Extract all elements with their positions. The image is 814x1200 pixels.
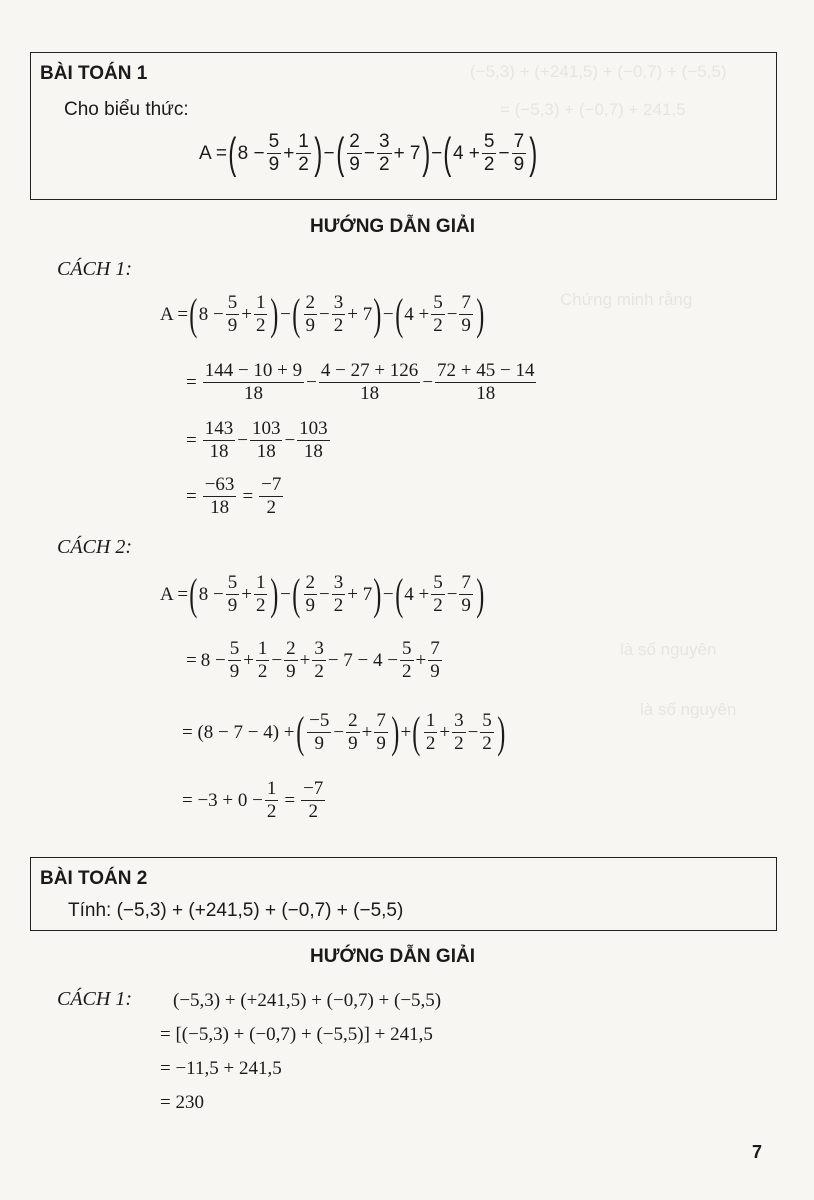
fraction: $\frac{72 + 45 - 14}{18}$ [437,360,535,404]
solution-2-heading: HƯỚNG DẪN GIẢI [310,946,475,967]
fraction: $\frac{7}{9}$ [513,131,525,175]
solution-2-line-3: = −11,5 + 241,5 [160,1058,282,1079]
bleed-through-text: Chứng minh rằng [560,290,693,309]
bleed-through-text: là số nguyên [620,640,717,659]
page-number: 7 [752,1142,763,1162]
problem-1-box [30,52,777,200]
problem-1-prompt: Cho biểu thức: [64,99,189,120]
problem-2-text: Tính: (−5,3) + (+241,5) + (−0,7) + (−5,5) [68,900,404,921]
method-1-step-2: = $\frac{144 - 10 + 9}{18}$ − $\frac{4 - 27 + 126}{18}$ − $\frac{72 + 45 - 14}{18}$ [186,360,535,404]
method-2-step-2: = 8 − $\frac{5}{9}$ + $\frac{1}{2}$ − $\frac{2}{9}$ + $\frac{3}{2}$ − 7 − 4 − $\frac{5}{2}$ + $\frac{7}{9}$ [186,638,440,682]
fraction: $\frac{1}{2}$ [298,131,309,175]
solution-2-line-1: (−5,3) + (+241,5) + (−0,7) + (−5,5) [173,990,442,1011]
bleed-through-text: là số nguyên [640,700,737,719]
fraction: $\frac{3}{2}$ [378,131,390,175]
method-1-step-4: = $\frac{-63}{18}$ = $\frac{-7}{2}$ [186,474,282,518]
problem-2-box [30,857,777,931]
solution-2-method-label: CÁCH 1: [57,988,132,1010]
method-1-label: CÁCH 1: [57,258,132,280]
method-2-step-1: A = ( 8 − $\frac{5}{9}$ + $\frac{1}{2}$ ) − ( $\frac{2}{9}$ − $\frac{3}{2}$ + 7 ) − ( 4 + $\frac{5}{2}$ − $\frac{7}{9}$ ) [160,569,485,619]
bleed-through-text: = (−5,3) + (−0,7) + 241,5 [500,100,686,119]
problem-1-expression: A = ( 8 − $\frac{5}{9}$ + $\frac{1}{2}$ ) − ( $\frac{2}{9}$ − $\frac{3}{2}$ + 7 ) − ( 4 + $\frac{5}{2}$ − $\frac{7}{9}$ ) [199,128,538,178]
fraction: $\frac{5}{2}$ [483,131,495,175]
method-1-step-3: = $\frac{143}{18}$ − $\frac{103}{18}$ − $\frac{103}{18}$ [186,418,328,462]
problem-1-title: BÀI TOÁN 1 [40,63,148,84]
method-2-step-4: = −3 + 0 − $\frac{1}{2}$ = $\frac{-7}{2}$ [182,778,324,822]
fraction: $\frac{144 - 10 + 9}{18}$ [204,360,303,404]
solution-2-line-4: = 230 [160,1092,204,1113]
fraction: $\frac{5}{9}$ [268,131,280,175]
expr-lhs: A = [199,142,227,164]
method-1-step-1: A = ( 8 − $\frac{5}{9}$ + $\frac{1}{2}$ ) − ( $\frac{2}{9}$ − $\frac{3}{2}$ + 7 ) − ( 4 + $\frac{5}{2}$ − $\frac{7}{9}$ ) [160,289,485,339]
fraction: $\frac{4 - 27 + 126}{18}$ [320,360,419,404]
method-2-step-3: = (8 − 7 − 4) + ( $\frac{-5}{9}$ − $\frac{2}{9}$ + $\frac{7}{9}$ ) + ( $\frac{1}{2}$ + $\frac{3}{2}$ − $\frac{5}{2}$ ) [182,707,506,757]
bleed-through-text: (−5,3) + (+241,5) + (−0,7) + (−5,5) [470,62,727,81]
method-2-label: CÁCH 2: [57,536,132,558]
problem-2-title: BÀI TOÁN 2 [40,868,148,889]
fraction: $\frac{2}{9}$ [349,131,360,175]
solution-2-line-2: = [(−5,3) + (−0,7) + (−5,5)] + 241,5 [160,1024,433,1045]
solution-1-heading: HƯỚNG DẪN GIẢI [310,216,475,237]
